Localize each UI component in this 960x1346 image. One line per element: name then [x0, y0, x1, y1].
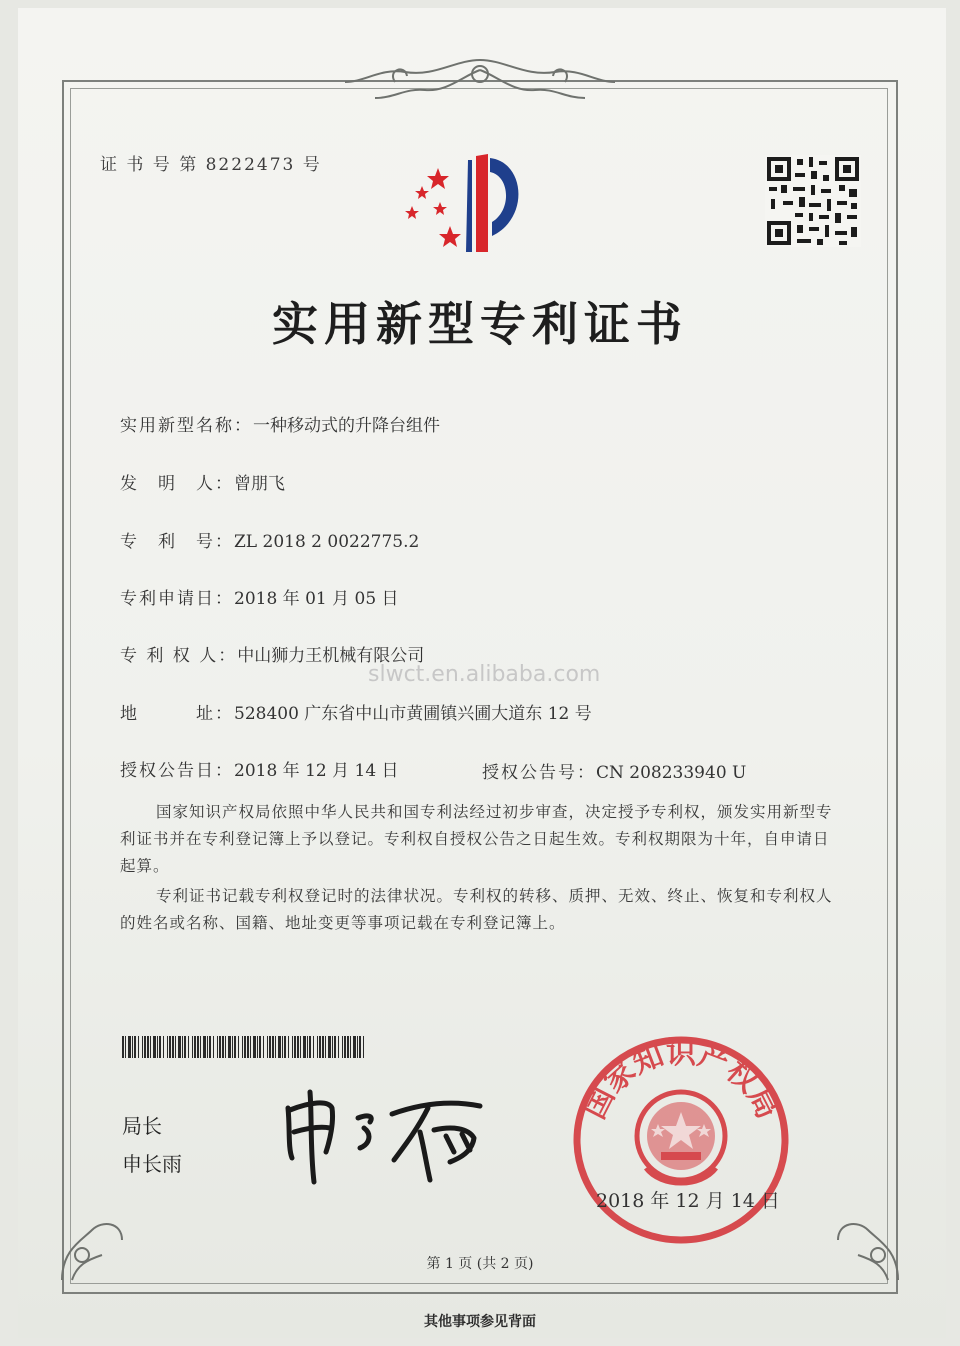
watermark: slwct.en.alibaba.com: [368, 662, 601, 687]
footer-note: 其他事项参见背面: [424, 1314, 536, 1330]
utility-model-name-value: 一种移动式的升降台组件: [253, 416, 440, 436]
page-number: 第 1 页 (共 2 页): [426, 1256, 534, 1272]
qr-code-icon: [765, 155, 861, 247]
top-ornament: [335, 52, 625, 112]
grant-number-value: CN 208233940 U: [596, 763, 747, 783]
application-date-value: 2018 年 01 月 05 日: [234, 589, 399, 609]
grant-date-row: [120, 756, 399, 781]
seal-text: 国家知识产权局: [577, 1035, 785, 1125]
field-label: 发 明 人：: [120, 474, 234, 494]
utility-model-name-row: [120, 411, 440, 436]
legal-paragraph-1: 国家知识产权局依照中华人民共和国专利法经过初步审查，决定授予专利权，颁发实用新型专利证书并在专利登记簿上予以登记。专利权自授权公告之日起生效。专利权期限为十年，自申请日起算。: [120, 803, 833, 875]
field-label: 地 址：: [120, 704, 234, 724]
field-label: 专利申请日：: [120, 589, 234, 609]
director-title: 局长: [122, 1114, 162, 1138]
patent-number-row: [120, 527, 419, 552]
certificate-title: 实用新型专利证书: [272, 297, 688, 351]
seal-date: 2018 年 12 月 14 日: [596, 1190, 780, 1212]
field-label: 专 利 权 人：: [120, 646, 238, 666]
patent-number-value: ZL 2018 2 0022775.2: [234, 532, 420, 552]
field-label: 授权公告号：: [482, 763, 596, 783]
official-seal: [566, 1028, 796, 1246]
cnipa-logo-icon: [400, 148, 530, 260]
director-name: 申长雨: [122, 1152, 182, 1176]
director-signature: [280, 1088, 490, 1186]
address-value: 528400 广东省中山市黄圃镇兴圃大道东 12 号: [234, 704, 592, 724]
bottom-right-ornament: [828, 1210, 908, 1290]
application-date-row: [120, 584, 399, 609]
bottom-left-ornament: [52, 1210, 132, 1290]
legal-paragraph-2: 专利证书记载专利权登记时的法律状况。专利权的转移、质押、无效、终止、恢复和专利权人的姓名或名称、国籍、地址变更等事项记载在专利登记簿上。: [120, 887, 833, 932]
grant-date-value: 2018 年 12 月 14 日: [234, 761, 399, 781]
inventor-value: 曾朋飞: [234, 474, 285, 494]
certificate-number: 证 书 号 第 8222473 号: [100, 155, 322, 175]
field-label: 授权公告日：: [120, 761, 234, 781]
inventor-row: [120, 469, 285, 494]
field-label: 专 利 号：: [120, 532, 234, 552]
grant-number-row: [482, 758, 746, 783]
patentee-value: 中山狮力王机械有限公司: [237, 646, 425, 666]
address-row: [120, 699, 592, 724]
field-label: 实用新型名称：: [120, 416, 253, 436]
barcode-icon: [122, 1036, 365, 1058]
